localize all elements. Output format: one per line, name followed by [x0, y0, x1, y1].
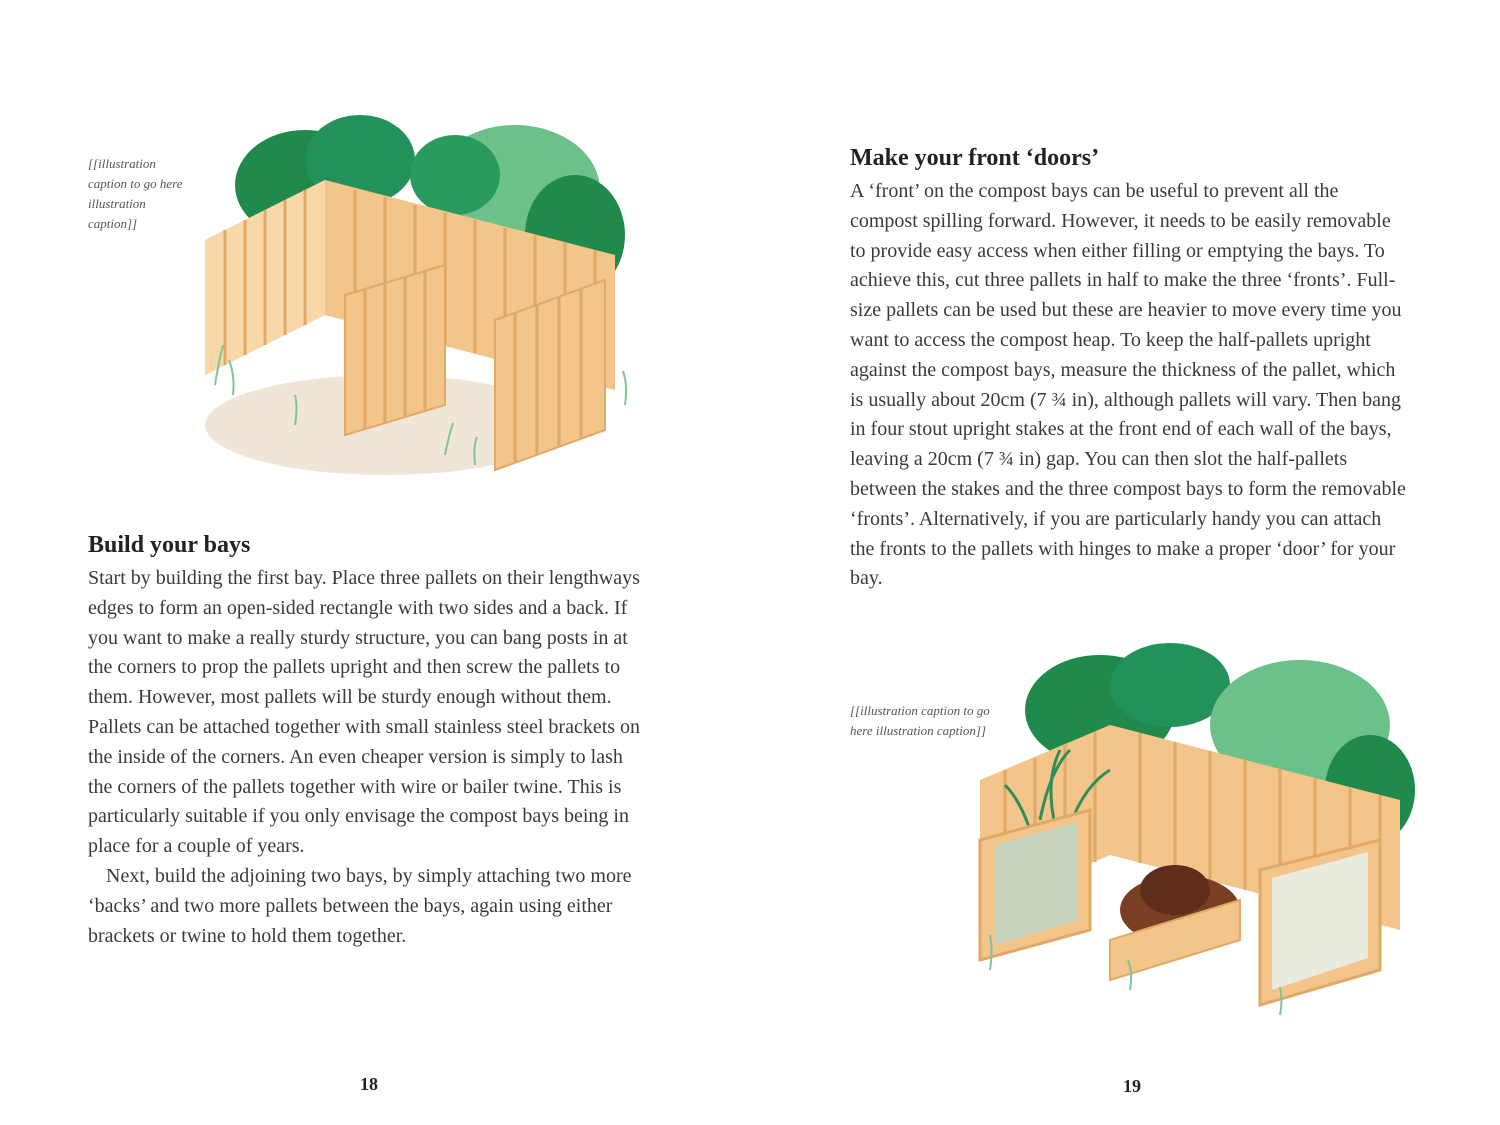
paragraph: A ‘front’ on the compost bays can be useful to prevent all the compost spilling forward. However, it needs to be easily removable to provide easy access when either filling or emptying the bays. To achieve this, cut three pallets in half to make the three ‘fronts’. Full-size pallets can be used but these are heavier to move every time you want to access the compost heap. To keep the half-pallets upright against the compost bays, measure the thickness of the pallet, which is usually about 20cm (7 ¾ in), although pallets will vary. Then bang in four stout upright stakes at the front end of each wall of the bays, leaving a 20cm (7 ¾ in) gap. You can then slot the half-pallets between the stakes and the three compost bays to form the removable ‘fronts’. Alternatively, if you are particularly handy you can attach the fronts to the pallets with hinges to make a proper ‘door’ for your bay.: [850, 180, 1406, 590]
bays-with-fronts-illustration: [960, 640, 1430, 1030]
paragraph: Start by building the first bay. Place three pallets on their lengthways edges to form an open-sided rectangle with two sides and a back. If you want to make a really sturdy structure, you can bang posts in at the corners to prop the pallets upright and then screw the pallets to them. However, most pallets will be sturdy enough without them. Pallets can be attached together with small stainless steel brackets on the inside of the corners. An even cheaper version is simply to lash the corners of the pallets together with wire or bailer twine. This is particularly suitable if you only envisage the compost bays being in place for a couple of years.: [88, 567, 641, 858]
body-text: [88, 564, 648, 951]
body-text: [850, 177, 1410, 594]
section-heading: Make your front ‘doors’: [850, 145, 1100, 171]
page-number: 19: [1123, 1076, 1141, 1096]
paragraph: Next, build the adjoining two bays, by simply attaching two more ‘backs’ and two more pallets between the bays, again using either brackets or twine to hold them together.: [88, 864, 632, 947]
illustration-caption: [[illustration caption to go here illustration caption]]: [88, 156, 183, 231]
pallet-bays-illustration: [185, 105, 645, 495]
section-heading: Build your bays: [88, 532, 251, 558]
right-page: [750, 0, 1500, 1125]
page-number: 18: [360, 1074, 378, 1094]
divider-pallet: [345, 265, 445, 435]
illustration-caption: [[illustration caption to go here illustration caption]]: [850, 703, 990, 738]
